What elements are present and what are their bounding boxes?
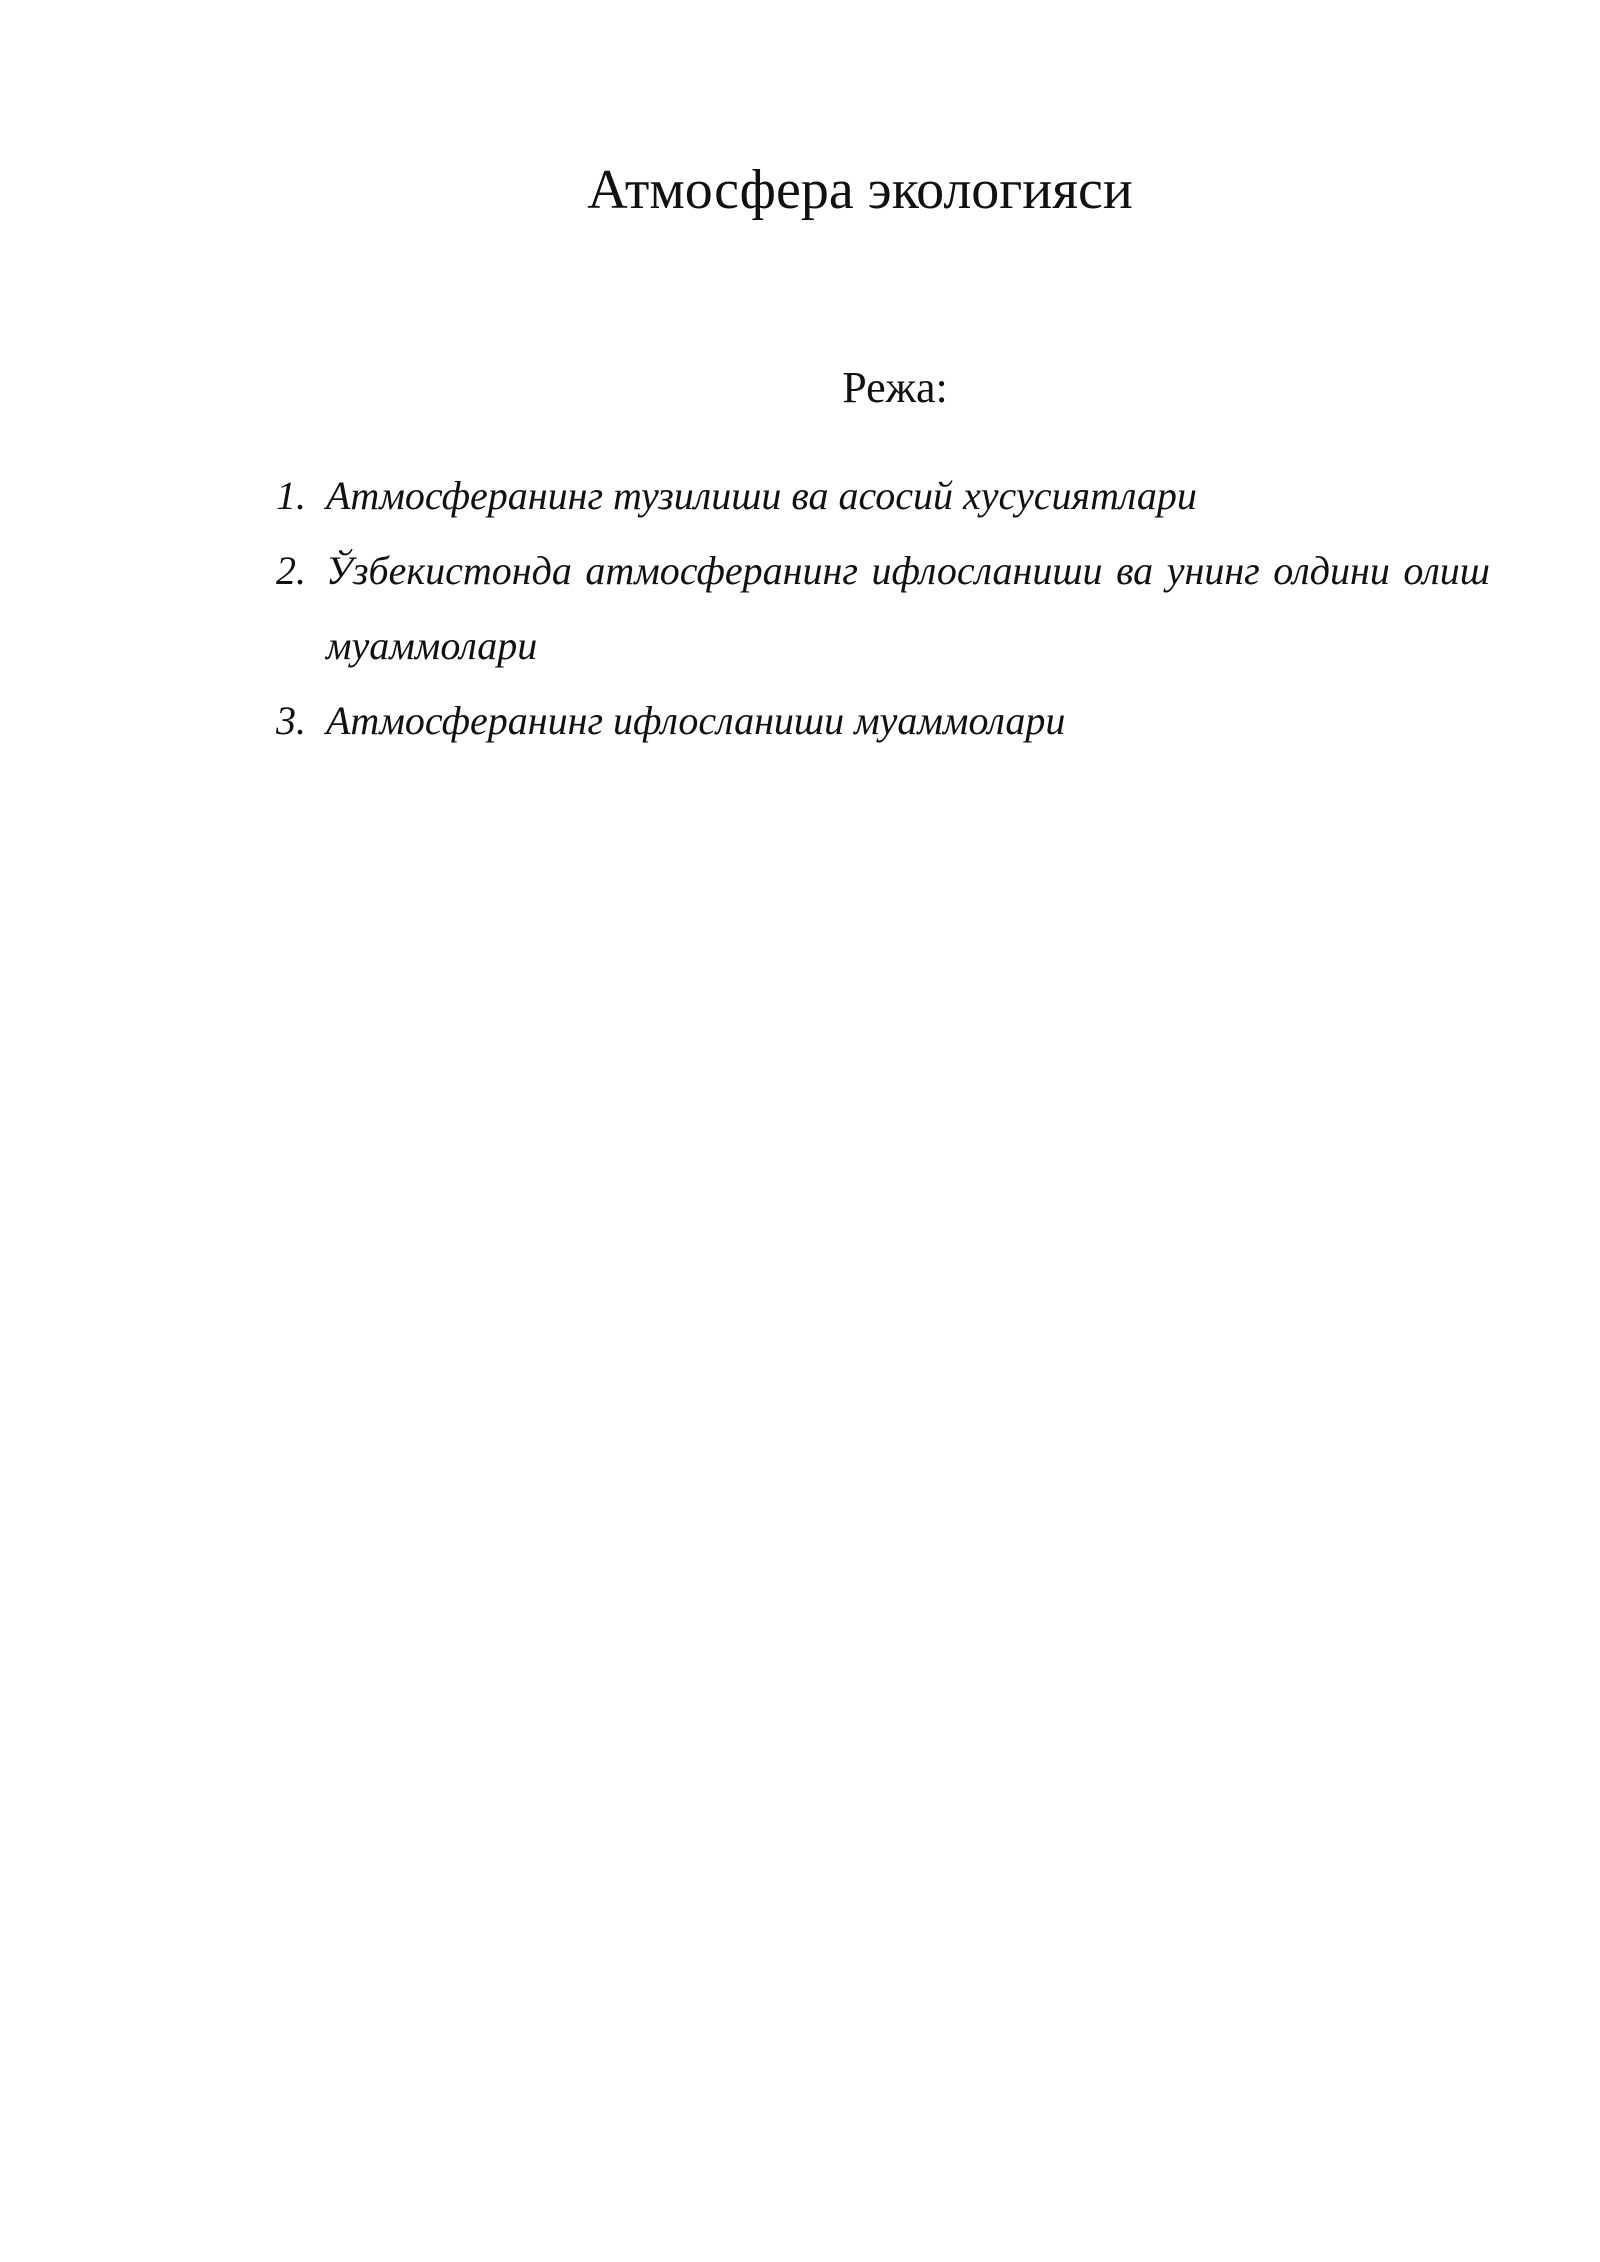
plan-item-text: Ўзбекистонда атмосферанинг ифлосланиши ва унинг олдини олиш муаммолари [326, 548, 1490, 668]
plan-item [276, 533, 1490, 683]
document-title: Атмосфера экологияси [587, 159, 1133, 221]
plan-item [276, 458, 1490, 533]
plan-item-number: 2. [276, 548, 306, 593]
plan-item [276, 683, 1490, 758]
plan-heading: Режа: [842, 363, 948, 412]
plan-item-text: Атмосферанинг тузилиши ва асосий хусусиятлари [326, 473, 1197, 518]
plan-list [276, 458, 1490, 758]
plan-item-number: 1. [276, 473, 306, 518]
plan-item-number: 3. [276, 698, 306, 743]
plan-item-text: Атмосферанинг ифлосланиши муаммолари [326, 698, 1066, 743]
